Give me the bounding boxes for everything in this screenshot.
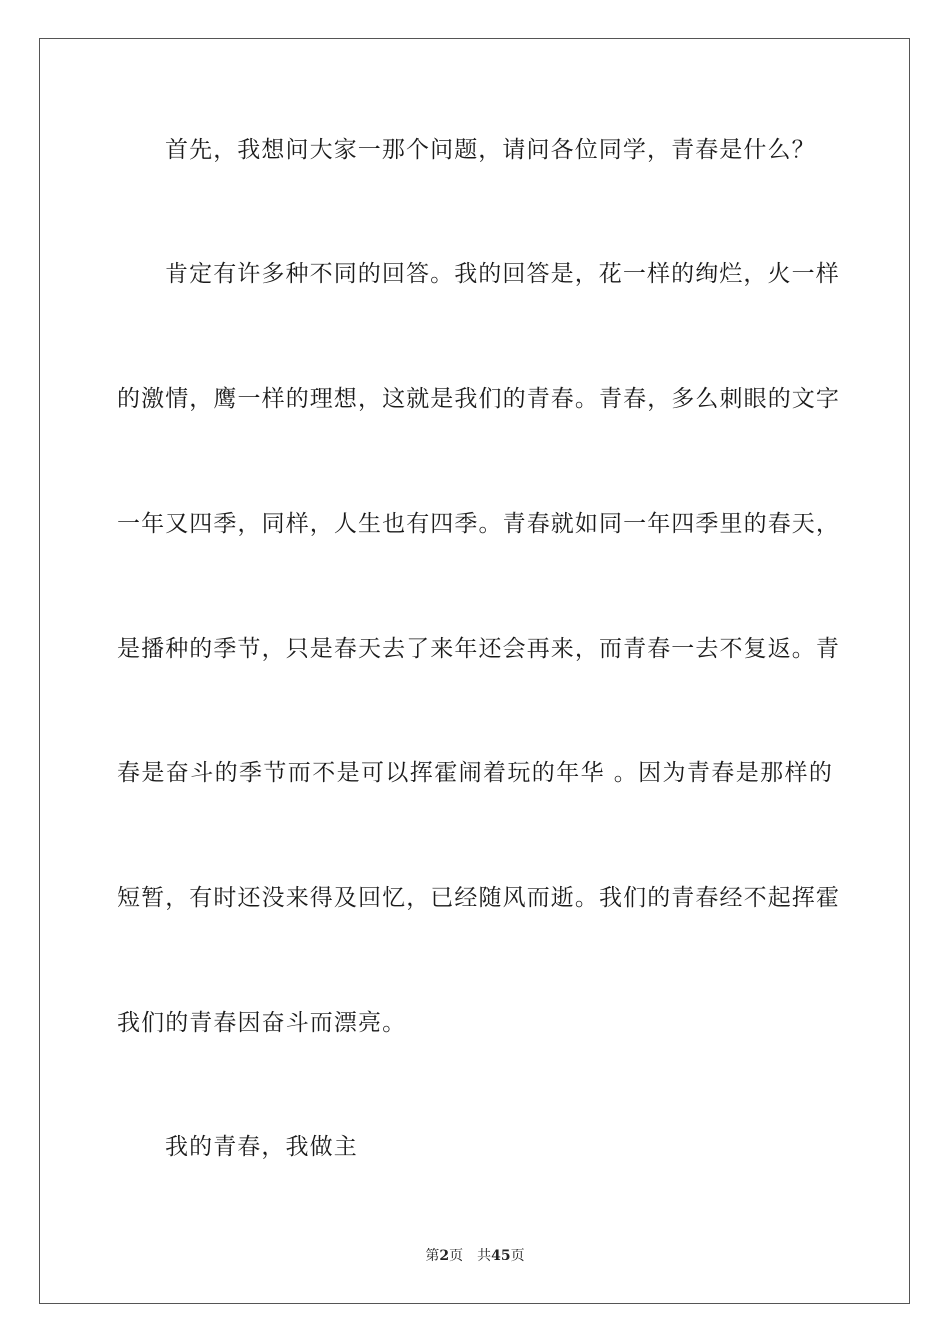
paragraph-line-8: 我们的青春因奋斗而漂亮。: [117, 1010, 407, 1036]
page-prefix: 第: [425, 1248, 440, 1264]
paragraph-line-6: 春是奋斗的季节而不是可以挥霍闹着玩的年华 。因为青春是那样的: [117, 760, 833, 786]
paragraph-line-1: 首先，我想问大家一那个问题，请问各位同学，青春是什么？: [165, 137, 816, 163]
page-border: [39, 38, 910, 1304]
total-page-count: 45: [491, 1248, 511, 1264]
page-footer: [0, 1247, 950, 1265]
total-prefix: 共: [477, 1248, 492, 1264]
page-suffix: 页: [449, 1248, 464, 1264]
total-suffix: 页: [510, 1248, 525, 1264]
paragraph-line-7: 短暂，有时还没来得及回忆，已经随风而逝。我们的青春经不起挥霍: [117, 885, 840, 911]
paragraph-line-5: 是播种的季节，只是春天去了来年还会再来，而青春一去不复返。青: [117, 636, 840, 662]
section-heading: 我的青春，我做主: [165, 1134, 358, 1160]
paragraph-line-3: 的激情，鹰一样的理想，这就是我们的青春。青春，多么刺眼的文字: [117, 386, 840, 412]
paragraph-line-4: 一年又四季，同样，人生也有四季。青春就如同一年四季里的春天，: [117, 511, 840, 537]
current-page-number: 2: [439, 1248, 450, 1264]
paragraph-line-2: 肯定有许多种不同的回答。我的回答是，花一样的绚烂，火一样: [165, 261, 840, 287]
